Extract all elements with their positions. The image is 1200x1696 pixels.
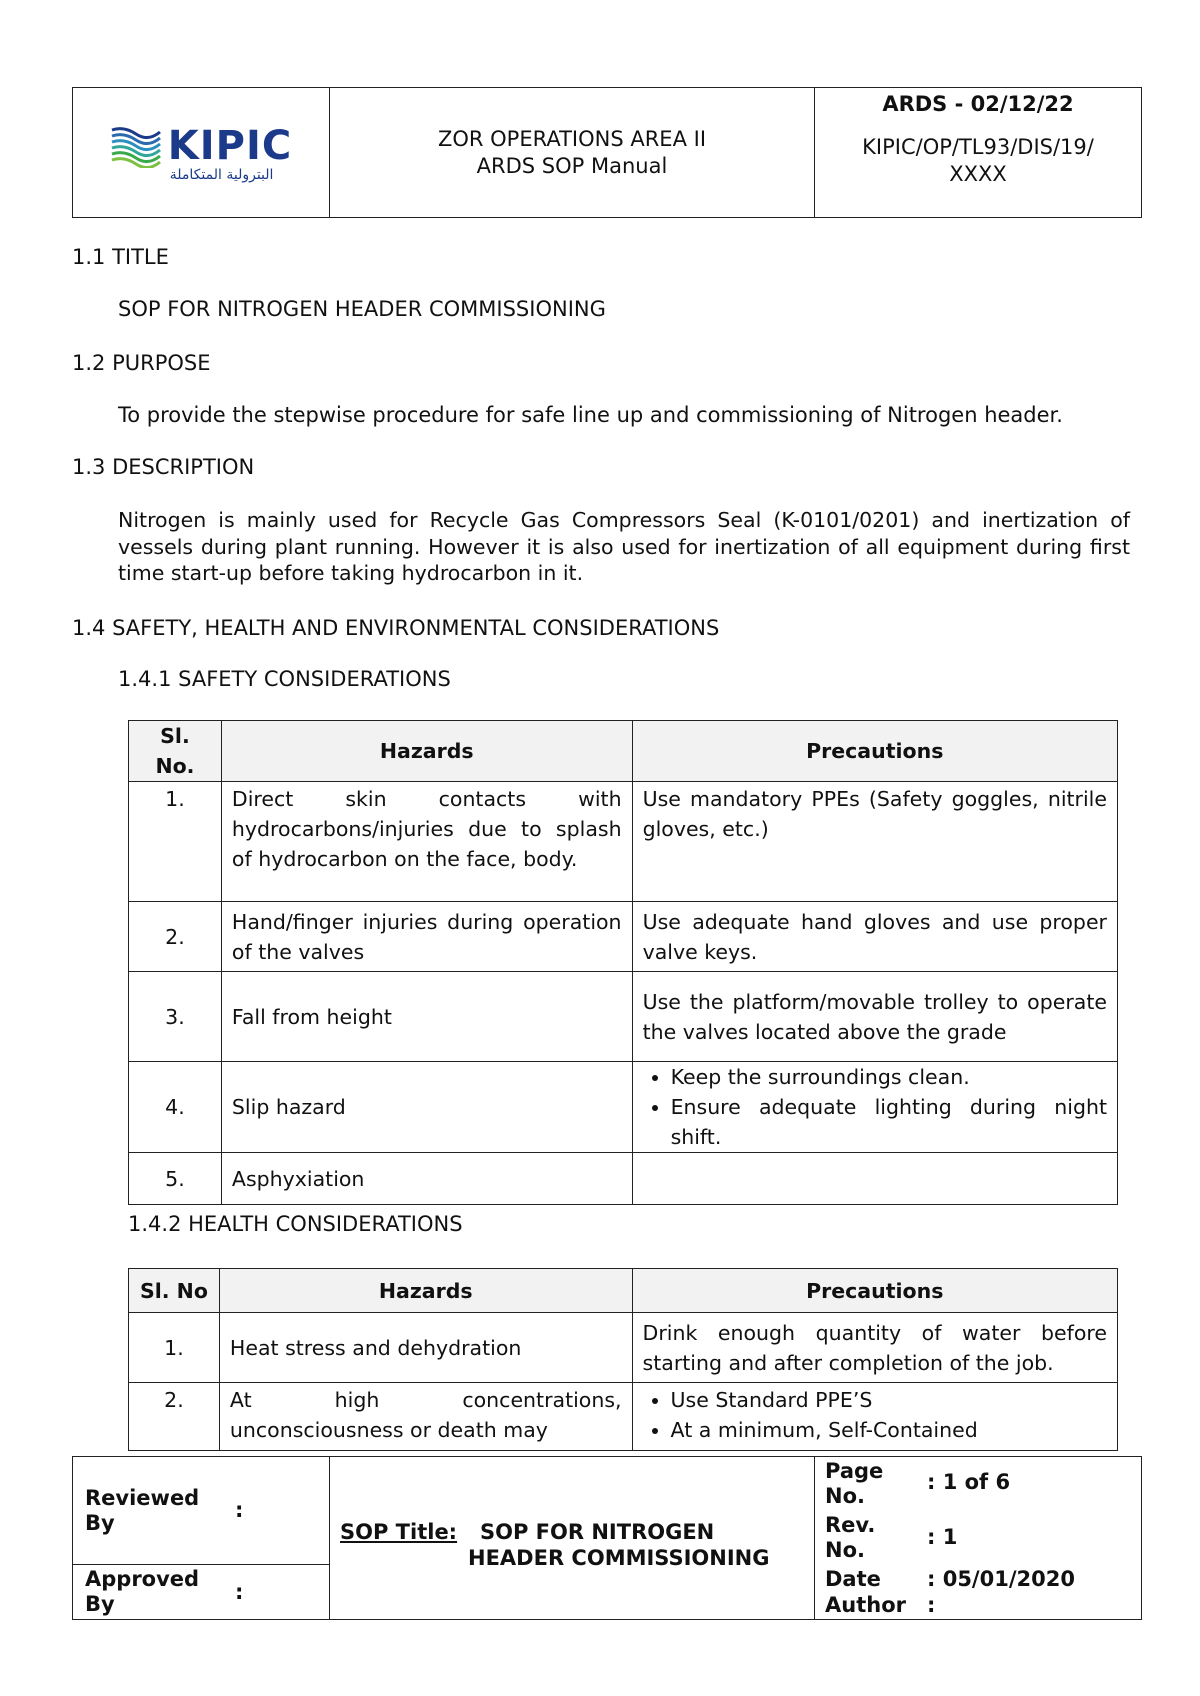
- precaution-cell: Use the platform/movable trolley to operate the valves located above the grade: [632, 972, 1117, 1062]
- section-1-4-2-heading: 1.4.2 HEALTH CONSIDERATIONS: [128, 1212, 463, 1236]
- page-no-value: : 1 of 6: [927, 1470, 1011, 1494]
- safety-considerations-table: [128, 720, 1118, 1205]
- date-label: Date: [825, 1567, 881, 1591]
- logo-text: KIPIC: [167, 122, 293, 169]
- header-title-line2: ARDS SOP Manual: [476, 153, 668, 178]
- list-item: • Ensure adequate lighting during night shift.: [671, 1092, 1107, 1152]
- rev-no-value: : 1: [927, 1525, 958, 1549]
- table-row: [129, 1383, 1118, 1451]
- table-header-row: [129, 1269, 1118, 1313]
- kipic-logo-mark-icon: [110, 124, 162, 168]
- section-1-2-heading: 1.2 PURPOSE: [72, 351, 211, 375]
- reviewed-by-colon: :: [235, 1498, 244, 1522]
- footer-approval-cell: [73, 1457, 330, 1619]
- sop-title-line2: HEADER COMMISSIONING: [468, 1546, 770, 1570]
- hazard-cell: Asphyxiation: [221, 1153, 632, 1205]
- table-row: [129, 902, 1118, 972]
- row-number: 1.: [129, 1313, 220, 1383]
- table-row: [129, 972, 1118, 1062]
- table-row: [129, 1153, 1118, 1205]
- table-row: [129, 1313, 1118, 1383]
- document-reference: KIPIC/OP/TL93/DIS/19/ XXXX: [862, 135, 1094, 186]
- precaution-cell: [632, 1153, 1117, 1205]
- author-label: Author: [825, 1593, 906, 1617]
- header-code-cell: [815, 88, 1141, 217]
- rev-no-label: Rev. No.: [825, 1513, 876, 1562]
- precaution-cell: Use adequate hand gloves and use proper valve keys.: [632, 902, 1117, 972]
- hazard-cell: Heat stress and dehydration: [219, 1313, 632, 1383]
- column-header-hazards: Hazards: [221, 721, 632, 782]
- list-item: • Keep the surroundings clean.: [671, 1062, 1107, 1092]
- health-considerations-table: [128, 1268, 1118, 1451]
- list-item: • At a minimum, Self-Contained: [671, 1415, 1107, 1445]
- table-header-row: [129, 721, 1118, 782]
- section-1-4-1-heading: 1.4.1 SAFETY CONSIDERATIONS: [118, 667, 451, 691]
- section-1-1-heading: 1.1 TITLE: [72, 245, 169, 269]
- footer-sop-title-cell: [330, 1457, 815, 1619]
- document-footer: [72, 1456, 1142, 1620]
- row-number: 1.: [129, 782, 222, 902]
- table-row: [129, 1062, 1118, 1153]
- section-1-3-heading: 1.3 DESCRIPTION: [72, 455, 255, 479]
- precaution-cell: Use mandatory PPEs (Safety goggles, nitrile gloves, etc.): [632, 782, 1117, 902]
- hazard-cell: Direct skin contacts with hydrocarbons/injuries due to splash of hydrocarbon on the face, body.: [221, 782, 632, 902]
- date-value: : 05/01/2020: [927, 1567, 1075, 1591]
- footer-meta-cell: [815, 1457, 1141, 1619]
- approved-by-row: [73, 1565, 329, 1619]
- section-1-4-heading: 1.4 SAFETY, HEALTH AND ENVIRONMENTAL CONSIDERATIONS: [72, 616, 720, 640]
- column-header-precautions: Precautions: [632, 721, 1117, 782]
- precaution-list: [643, 1385, 1107, 1445]
- row-number: 3.: [129, 972, 222, 1062]
- section-1-3-text: Nitrogen is mainly used for Recycle Gas Compressors Seal (K-0101/0201) and inertization of vessels during plant running. However it is also used for inertization of all equipment during first time start-up before taking hydrocarbon in it.: [118, 508, 1130, 585]
- precaution-cell: Drink enough quantity of water before starting and after completion of the job.: [632, 1313, 1117, 1383]
- table-row: [129, 782, 1118, 902]
- column-header-sl-no: Sl. No.: [129, 721, 222, 782]
- logo-cell: [73, 88, 330, 217]
- page-no-label: Page No.: [825, 1459, 884, 1508]
- list-item: • Use Standard PPE’S: [671, 1385, 1107, 1415]
- hazard-cell: Slip hazard: [221, 1062, 632, 1153]
- header-title-cell: [330, 88, 815, 217]
- reviewed-by-label: Reviewed By: [85, 1485, 200, 1535]
- hazard-cell: Hand/finger injuries during operation of the valves: [221, 902, 632, 972]
- section-1-1-text: SOP FOR NITROGEN HEADER COMMISSIONING: [118, 297, 606, 321]
- row-number: 2.: [129, 1383, 220, 1451]
- section-1-2-text: To provide the stepwise procedure for safe line up and commissioning of Nitrogen header.: [118, 403, 1063, 427]
- approved-by-label: Approved By: [85, 1567, 200, 1616]
- precaution-list: [643, 1062, 1107, 1152]
- column-header-sl-no: Sl. No: [129, 1269, 220, 1313]
- kipic-logo: [110, 123, 292, 183]
- column-header-precautions: Precautions: [632, 1269, 1117, 1313]
- row-number: 4.: [129, 1062, 222, 1153]
- precaution-cell: [632, 1383, 1117, 1451]
- sop-title-label: SOP Title:: [340, 1520, 458, 1544]
- sop-title-line1: SOP FOR NITROGEN: [480, 1520, 715, 1544]
- hazard-cell: At high concentrations, unconsciousness or death may: [219, 1383, 632, 1451]
- approved-by-colon: :: [235, 1579, 244, 1604]
- header-title-line1: ZOR OPERATIONS AREA II: [437, 126, 707, 151]
- document-header: [72, 87, 1142, 218]
- author-value: :: [927, 1593, 936, 1617]
- document-code: ARDS - 02/12/22: [882, 92, 1074, 116]
- precaution-cell: [632, 1062, 1117, 1153]
- row-number: 2.: [129, 902, 222, 972]
- logo-arabic-text: البترولية المتكاملة: [169, 166, 274, 183]
- row-number: 5.: [129, 1153, 222, 1205]
- hazard-cell: Fall from height: [221, 972, 632, 1062]
- reviewed-by-row: [73, 1457, 329, 1565]
- column-header-hazards: Hazards: [219, 1269, 632, 1313]
